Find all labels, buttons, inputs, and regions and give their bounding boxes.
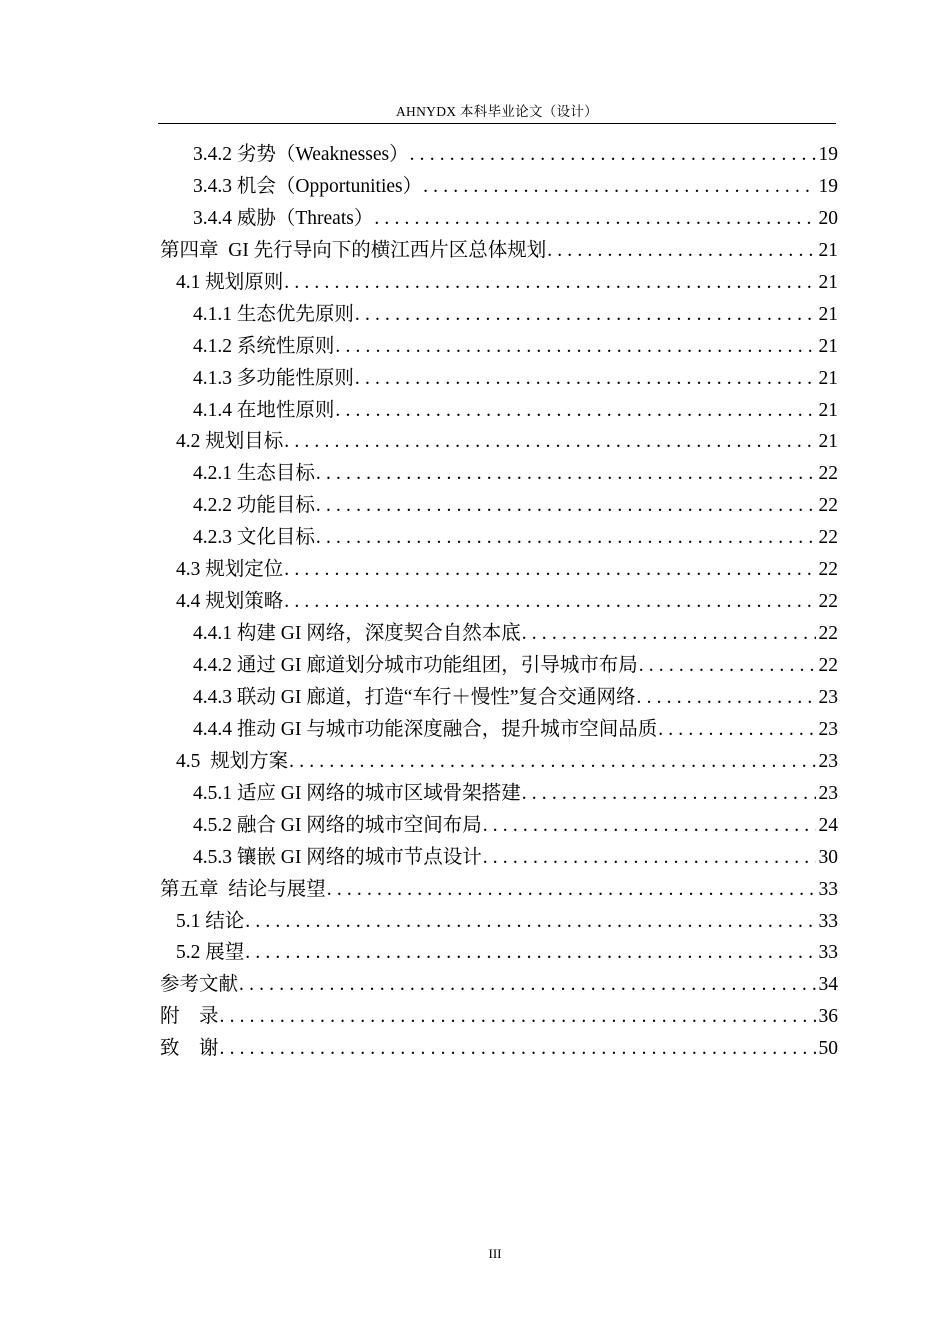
toc-entry[interactable] bbox=[160, 746, 838, 778]
toc-entry[interactable] bbox=[160, 586, 838, 618]
toc-dot-leader bbox=[245, 937, 815, 969]
toc-entry[interactable] bbox=[160, 969, 838, 1001]
toc-dot-leader bbox=[374, 203, 815, 235]
toc-entry-title: 致 谢 bbox=[160, 1038, 219, 1060]
toc-entry-title: 4.5.2 融合 GI 网络的城市空间布局 bbox=[193, 814, 482, 836]
toc-dot-leader bbox=[284, 554, 815, 586]
toc-entry-title: 4.4.4 推动 GI 与城市功能深度融合，提升城市空间品质 bbox=[193, 718, 658, 740]
toc-entry-title: 5.1 结论 bbox=[176, 910, 245, 932]
toc-dot-leader bbox=[220, 1033, 816, 1065]
toc-dot-leader bbox=[410, 139, 816, 171]
toc-entry-title: 4.2 规划目标 bbox=[176, 431, 284, 453]
toc-entry-title: 3.4.2 劣势（Weaknesses） bbox=[193, 144, 409, 165]
toc-entry[interactable] bbox=[160, 363, 838, 395]
toc-dot-leader bbox=[547, 235, 815, 267]
toc-entry-page-number: 22 bbox=[818, 623, 838, 645]
toc-entry[interactable] bbox=[160, 395, 838, 427]
toc-dot-leader bbox=[316, 522, 816, 554]
toc-entry-page-number: 22 bbox=[818, 527, 838, 549]
toc-entry-page-number: 23 bbox=[818, 718, 838, 740]
toc-entry-page-number: 20 bbox=[818, 207, 838, 229]
toc-entry-title: 附 录 bbox=[160, 1006, 219, 1028]
toc-entry[interactable] bbox=[160, 906, 838, 938]
toc-entry-page-number: 21 bbox=[818, 239, 838, 261]
toc-entry-page-number: 33 bbox=[818, 942, 838, 964]
toc-entry-page-number: 22 bbox=[818, 655, 838, 676]
toc-entry-page-number: 30 bbox=[818, 846, 838, 868]
toc-entry-page-number: 22 bbox=[818, 559, 838, 581]
toc-entry-title: 参考文献 bbox=[160, 974, 239, 996]
toc-entry[interactable] bbox=[160, 778, 838, 810]
toc-dot-leader bbox=[355, 363, 816, 395]
toc-dot-leader bbox=[335, 331, 815, 363]
toc-entry-page-number: 50 bbox=[818, 1038, 838, 1060]
toc-dot-leader bbox=[284, 426, 815, 458]
toc-entry-title: 4.5 规划方案 bbox=[176, 750, 289, 772]
toc-entry-title: 4.1.4 在地性原则 bbox=[193, 399, 335, 421]
toc-dot-leader bbox=[316, 458, 816, 490]
toc-entry-title: 3.4.3 机会（Opportunities） bbox=[193, 175, 423, 197]
toc-entry-page-number: 36 bbox=[818, 1006, 838, 1028]
toc-entry-title: 4.1 规划原则 bbox=[176, 271, 284, 293]
toc-dot-leader bbox=[658, 714, 815, 746]
toc-entry[interactable] bbox=[160, 490, 838, 522]
toc-entry-page-number: 22 bbox=[818, 463, 838, 485]
toc-entry-title: 4.1.2 系统性原则 bbox=[193, 335, 335, 357]
toc-entry[interactable] bbox=[160, 554, 838, 586]
toc-entry-title: 4.2.2 功能目标 bbox=[193, 495, 315, 517]
toc-dot-leader bbox=[220, 1001, 816, 1033]
toc-entry-page-number: 19 bbox=[818, 175, 838, 197]
toc-entry-page-number: 34 bbox=[818, 974, 838, 996]
toc-entry-title: 4.5.1 适应 GI 网络的城市区域骨架搭建 bbox=[193, 782, 521, 804]
toc-entry-title: 5.2 展望 bbox=[176, 942, 245, 964]
toc-dot-leader bbox=[239, 969, 815, 1001]
toc-entry[interactable] bbox=[160, 810, 838, 842]
toc-entry-page-number: 21 bbox=[818, 271, 838, 293]
toc-entry[interactable] bbox=[160, 426, 838, 458]
table-of-contents bbox=[160, 139, 838, 1065]
toc-dot-leader bbox=[483, 810, 816, 842]
toc-entry[interactable] bbox=[160, 235, 838, 267]
toc-entry[interactable] bbox=[160, 714, 838, 746]
toc-entry-page-number: 22 bbox=[818, 591, 838, 613]
toc-entry-title: 4.1.1 生态优先原则 bbox=[193, 303, 354, 325]
toc-entry-title: 4.4 规划策略 bbox=[176, 591, 284, 613]
toc-entry-page-number: 19 bbox=[818, 144, 838, 165]
toc-entry-title: 4.4.3 联动 GI 廊道，打造“车行＋慢性”复合交通网络 bbox=[193, 686, 636, 708]
toc-dot-leader bbox=[335, 395, 815, 427]
toc-dot-leader bbox=[245, 906, 815, 938]
toc-dot-leader bbox=[423, 171, 815, 203]
toc-entry[interactable] bbox=[160, 299, 838, 331]
toc-dot-leader bbox=[355, 299, 816, 331]
toc-dot-leader bbox=[316, 490, 816, 522]
toc-entry[interactable] bbox=[160, 874, 838, 906]
toc-entry-page-number: 21 bbox=[818, 367, 838, 389]
toc-entry[interactable] bbox=[160, 522, 838, 554]
toc-dot-leader bbox=[327, 874, 816, 906]
toc-dot-leader bbox=[637, 682, 816, 714]
toc-entry[interactable] bbox=[160, 267, 838, 299]
toc-entry[interactable] bbox=[160, 458, 838, 490]
toc-entry[interactable] bbox=[160, 650, 838, 682]
page-header: AHNYDX 本科毕业论文（设计） bbox=[396, 104, 598, 119]
toc-entry[interactable] bbox=[160, 937, 838, 969]
toc-entry[interactable] bbox=[160, 842, 838, 874]
toc-entry[interactable] bbox=[160, 1033, 838, 1065]
toc-dot-leader bbox=[522, 778, 816, 810]
toc-entry-page-number: 23 bbox=[818, 782, 838, 804]
toc-entry-page-number: 22 bbox=[818, 495, 838, 517]
toc-entry[interactable] bbox=[160, 203, 838, 235]
toc-dot-leader bbox=[289, 746, 815, 778]
toc-dot-leader bbox=[639, 650, 816, 682]
toc-entry-page-number: 23 bbox=[818, 750, 838, 772]
toc-dot-leader bbox=[284, 586, 815, 618]
toc-dot-leader bbox=[522, 618, 816, 650]
toc-entry-page-number: 21 bbox=[818, 335, 838, 357]
toc-entry-page-number: 21 bbox=[818, 303, 838, 325]
header-divider bbox=[158, 123, 836, 124]
toc-entry[interactable] bbox=[160, 171, 838, 203]
toc-entry-title: 4.3 规划定位 bbox=[176, 559, 284, 581]
toc-entry-title: 第五章 结论与展望 bbox=[160, 878, 326, 900]
toc-entry-page-number: 33 bbox=[818, 878, 838, 900]
toc-entry-title: 4.4.1 构建 GI 网络，深度契合自然本底 bbox=[193, 623, 521, 645]
toc-entry[interactable] bbox=[160, 618, 838, 650]
toc-entry-page-number: 33 bbox=[818, 910, 838, 932]
page-number: III bbox=[488, 1246, 502, 1261]
toc-entry-title: 4.2.3 文化目标 bbox=[193, 527, 315, 549]
toc-entry-title: 4.1.3 多功能性原则 bbox=[193, 367, 354, 389]
toc-entry-page-number: 21 bbox=[818, 431, 838, 453]
toc-entry-title: 4.2.1 生态目标 bbox=[193, 463, 315, 485]
toc-dot-leader bbox=[483, 842, 816, 874]
toc-entry-title: 第四章 GI 先行导向下的横江西片区总体规划 bbox=[160, 239, 547, 261]
toc-entry[interactable] bbox=[160, 331, 838, 363]
toc-entry-page-number: 21 bbox=[818, 399, 838, 421]
toc-entry-title: 4.5.3 镶嵌 GI 网络的城市节点设计 bbox=[193, 846, 482, 868]
toc-entry-page-number: 24 bbox=[818, 814, 838, 836]
toc-entry-page-number: 23 bbox=[818, 686, 838, 708]
toc-entry[interactable] bbox=[160, 682, 838, 714]
toc-entry-title: 3.4.4 威胁（Threats） bbox=[193, 207, 374, 229]
toc-dot-leader bbox=[284, 267, 815, 299]
toc-entry[interactable] bbox=[160, 139, 838, 171]
toc-entry-title: 4.4.2 通过 GI 廊道划分城市功能组团，引导城市布局 bbox=[193, 655, 638, 676]
toc-entry[interactable] bbox=[160, 1001, 838, 1033]
